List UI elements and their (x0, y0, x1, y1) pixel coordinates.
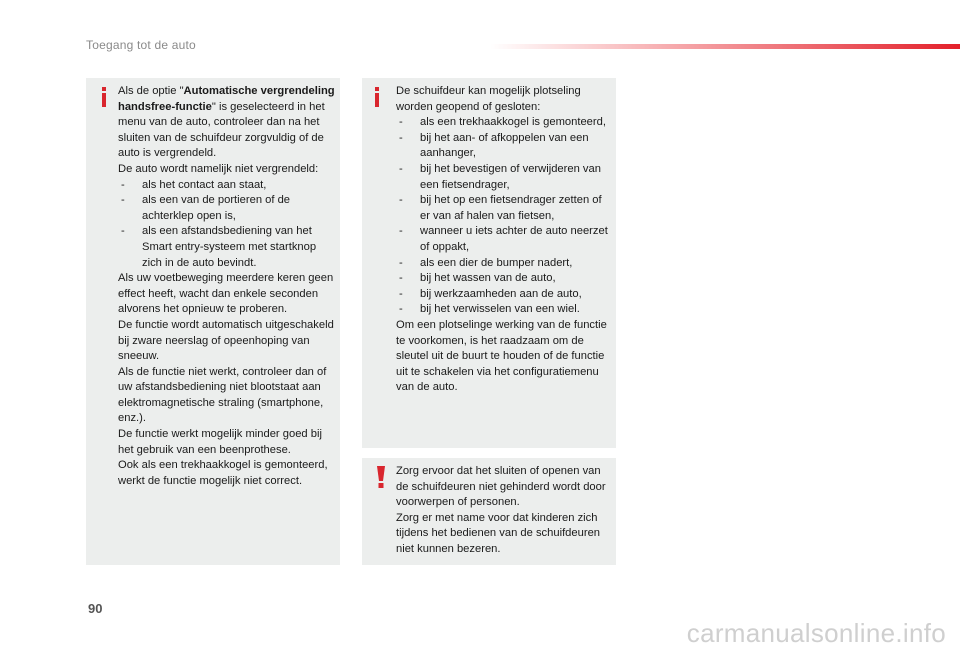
list-item: - als een afstandsbediening van het Smart entry-systeem met startknop zich in de auto bevindt. (118, 224, 338, 271)
info-box-sliding-door (362, 78, 616, 448)
warning-box-sliding-door (362, 458, 616, 565)
list-item: - bij het verwisselen van een wiel. (396, 302, 610, 318)
list-item: - bij werkzaamheden aan de auto, (396, 287, 610, 303)
list-item: - bij het op een fietsendrager zetten of er van af halen van fietsen, (396, 193, 610, 224)
list-item: - als het contact aan staat, (118, 178, 338, 194)
info-box-sliding-door-text (396, 84, 610, 396)
list-item: - als een dier de bumper nadert, (396, 256, 610, 272)
paragraph: De schuifdeur kan mogelijk plotseling worden geopend of gesloten: (396, 85, 581, 113)
paragraph: De auto wordt namelijk niet vergrendeld: (118, 162, 319, 175)
paragraph: Als uw voetbeweging meerdere keren geen effect heeft, wacht dan enkele seconden alvorens het opnieuw te proberen. (118, 272, 334, 316)
warning-icon (374, 466, 388, 488)
info-icon (375, 87, 393, 107)
list-item: - wanneer u iets achter de auto neerzet of oppakt, (396, 224, 610, 255)
paragraph: Als de functie niet werkt, controleer dan of uw afstandsbediening niet blootstaat aan elektromagnetische straling (smartphone, enz.). (118, 365, 327, 425)
list-item: - als een trekhaakkogel is gemonteerd, (396, 115, 610, 131)
paragraph: De functie werkt mogelijk minder goed bij het gebruik van een beenprothese. (118, 428, 322, 456)
info-box-handsfree-text (118, 84, 338, 489)
page-number: 90 (88, 601, 103, 616)
paragraph: De functie wordt automatisch uitgeschakeld bij zware neerslag of opeenhoping van sneeuw. (118, 318, 334, 363)
paragraph: Zorg er met name voor dat kinderen zich tijdens het bedienen van de schuifdeuren niet kunnen bezeren. (396, 511, 601, 555)
paragraph: Zorg ervoor dat het sluiten of openen van de schuifdeuren niet gehinderd wordt door voorwerpen of personen. (396, 465, 606, 509)
intro-paragraph: Als de optie "Automatische vergrendeling handsfree-functie" is geselecteerd in het menu van de auto, controleer dan na het sluiten van de schuifdeur zorgvuldig of de auto is vergrendeld. (118, 85, 335, 160)
option-name: Automatische vergrendeling handsfree-functie (118, 85, 335, 113)
list-item: - bij het aan- of afkoppelen van een aanhanger, (396, 131, 610, 162)
warning-box-text (396, 464, 610, 558)
paragraph: Om een plotselinge werking van de functie te voorkomen, is het raadzaam om de sleutel uit de buurt te houden of de functie uit te schakelen via het configuratiemenu van de auto. (396, 318, 607, 394)
watermark: carmanualsonline.info (686, 618, 946, 648)
list-item: - bij het wassen van de auto, (396, 271, 610, 287)
list-item: - bij het bevestigen of verwijderen van een fietsendrager, (396, 162, 610, 193)
paragraph: Ook als een trekhaakkogel is gemonteerd, werkt de functie mogelijk niet correct. (118, 459, 328, 487)
section-title: Toegang tot de auto (86, 38, 196, 52)
header-accent-line (490, 44, 960, 49)
info-box-handsfree (86, 78, 340, 565)
list-item: - als een van de portieren of de achterklep open is, (118, 193, 338, 224)
